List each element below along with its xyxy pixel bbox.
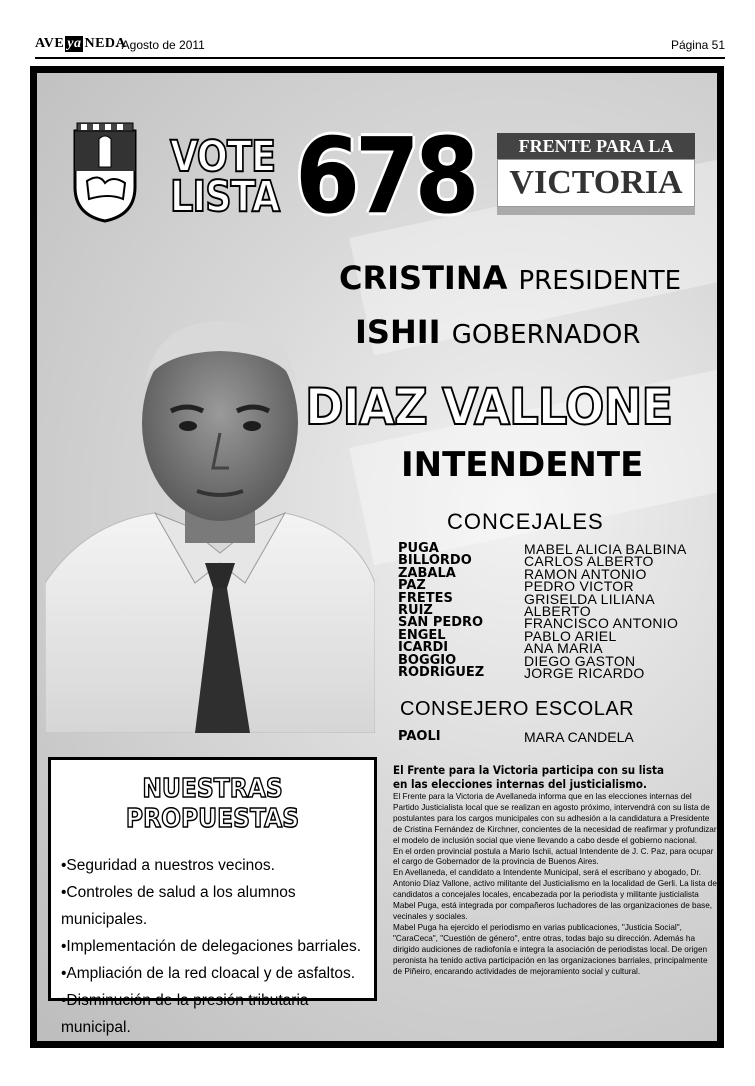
concejal-last-name: RUIZ [398,602,433,618]
concejal-first-name: MABEL ALICIA BALBINA [524,541,687,557]
propuesta-item: •Ampliación de la red cloacal y de asfaltos. [61,965,356,982]
article-paragraph: En Avellaneda, el candidato a Intendente Municipal, será el escribano y abogado, Dr. Antonio Díaz Vallone, activo militante del Justicialismo en la localidad de Gerli. La lista de candidatos a concejales locales, encabezada por la periodista y militante justicialista Mabel Puga, está integrada por compañeros luchadores de las organizaciones de base, vecinales y sociales. [393,868,717,921]
propuestas-box [48,757,377,1036]
article [393,763,717,977]
concejal-first-name: RAMON ANTONIO [524,565,647,582]
concejal-last-name: BOGGIO [398,652,457,668]
concejal-first-name: GRISELDA LILIANA [524,590,655,607]
party-logo: FRENTE PARA LA VICTORIA [497,133,695,217]
president-candidate: CRISTINA PRESIDENTE [339,259,682,297]
concejal-row [398,664,718,681]
header-rule [35,57,725,59]
consejero-row: PAOLI MARA CANDELA [398,729,634,745]
ad-frame [30,66,724,1048]
issue-date: - Agosto de 2011 [115,38,205,52]
page-number: Página 51 [670,38,725,52]
candidate-portrait [45,263,375,733]
consejero-title: CONSEJERO ESCOLAR [400,698,635,720]
mayor-role: INTENDENTE [401,445,644,485]
concejales-title: CONCEJALES [447,509,604,534]
mayor-candidate-name: DIAZ VALLONE [305,378,673,436]
propuestas-title: NUESTRAS PROPUESTAS [125,774,300,834]
concejal-last-name: PUGA [398,541,439,556]
concejal-first-name: PABLO ARIEL [524,627,617,644]
concejal-first-name: JORGE RICARDO [524,664,645,681]
concejal-last-name: ICARDI [398,640,449,656]
list-number: 678 [295,115,475,237]
concejal-last-name: ZABALA [398,565,456,581]
vote-lista-label: VOTE LISTA [170,132,280,222]
newspaper-logo: AVE ya NEDA [35,36,127,51]
concejales-list [398,543,718,679]
concejal-last-name: ENGEL [398,627,446,643]
concejal-first-name: CARLOS ALBERTO [524,553,654,570]
concejal-last-name: RODRIGUEZ [398,664,485,680]
concejal-last-name: FRETES [398,590,453,606]
article-paragraph: El Frente para la Victoria de Avellaneda informa que en las elecciones internas del Partido Justicialista local que se realizan en agosto próximo, intervendrá con su lista de postulantes para los cargos municipales con su adhesión a la candidatura a Presidente de Cristina Fernández de Kirchner, concientes de la necesidad de reafirmar y profundizar el modelo de inclusión social que viene llevando a cabo desde el gobierno nacional. [393,792,717,845]
concejal-last-name: PAZ [398,578,426,594]
article-headline: El Frente para la Victoria participa con su lista en las elecciones internas del justicialismo. [393,763,664,791]
concejal-first-name: FRANCISCO ANTONIO [524,615,679,632]
article-paragraph: Mabel Puga ha ejercido el periodismo en varias publicaciones, "Justicia Social", "CaraCeca", "Cuestión de género", entre otras, todas bajo su dirección. Además ha dirigido audiciones de radiofonía e integra la asociación de periodistas local. De origen peronista ha tenido activa participación en las organizaciones barriales, principalmente de Piñeiro, encarando actividades de mejoramiento social y cultural. [393,922,708,976]
concejal-last-name: BILLORDO [398,553,472,569]
propuesta-item: •Implementación de delegaciones barriales. [61,938,362,955]
concejal-first-name: ANA MARIA [524,640,603,657]
concejal-first-name: DIEGO GASTON [524,652,636,669]
propuestas-list [61,852,374,1041]
article-paragraph: En el orden provincial postula a Mario Ischii, actual Intendente de J. C. Paz, para ocupar el cargo de Gobernador de la provincia de Buenos Aires. [393,846,714,867]
peronist-shield-icon [69,121,141,223]
propuesta-item: •Disminución de la presión tributaria municipal. [61,992,309,1036]
concejal-first-name: ALBERTO [524,602,591,619]
propuesta-item: •Seguridad a nuestros vecinos. [61,857,275,874]
governor-candidate: ISHII GOBERNADOR [355,313,641,351]
concejal-first-name: PEDRO VICTOR [524,578,634,595]
article-body [393,792,717,977]
propuesta-item: •Controles de salud a los alumnos municipales. [61,884,296,928]
concejal-last-name: SAN PEDRO [398,615,484,631]
